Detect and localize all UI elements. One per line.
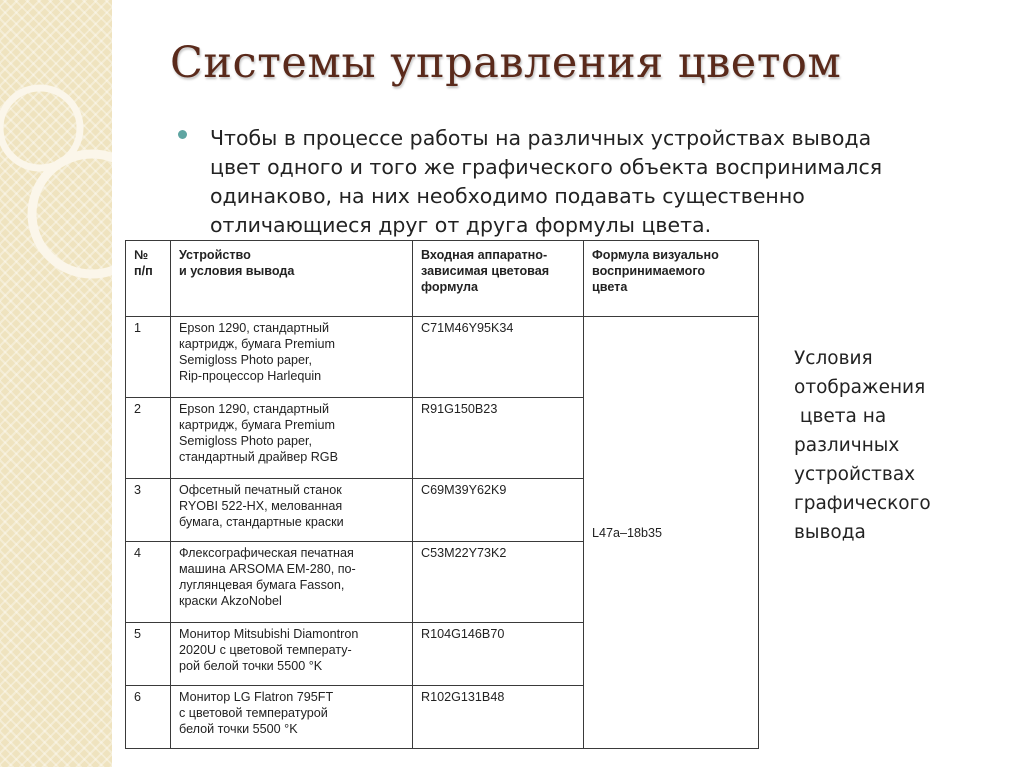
device-line: Монитор LG Flatron 795FT [179, 690, 334, 704]
row-num: 6 [126, 686, 171, 749]
header-visual-line: воспринимаемого [592, 264, 706, 278]
row-num: 2 [126, 398, 171, 479]
side-note-line: вывода [794, 522, 866, 543]
device-line: луглянцевая бумага Fasson, [179, 578, 345, 592]
decorative-circles [0, 0, 112, 767]
device-line: картридж, бумага Premium [179, 418, 336, 432]
device-line: стандартный драйвер RGB [179, 450, 339, 464]
device-line: 2020U с цветовой температу- [179, 643, 352, 657]
row-num: 5 [126, 623, 171, 686]
device-line: Epson 1290, стандартный [179, 321, 329, 335]
row-input-formula: R102G131B48 [413, 686, 584, 749]
side-note-line: Условия [794, 348, 873, 369]
header-input-formula [413, 241, 584, 317]
header-visual-line: цвета [592, 280, 628, 294]
row-input-formula: R91G150B23 [413, 398, 584, 479]
deco-circle-large [32, 154, 112, 274]
bullet-point [178, 124, 978, 240]
header-num [126, 241, 171, 317]
device-line: Флексографическая печатная [179, 546, 354, 560]
color-formula-table [125, 240, 759, 749]
side-note-line: графического [794, 493, 931, 514]
side-note [794, 344, 931, 547]
device-line: рой белой точки 5500 °K [179, 659, 323, 673]
header-input-line: Входная аппаратно- [421, 248, 548, 262]
side-note-line: устройствах [794, 464, 916, 485]
device-line: белой точки 5500 °K [179, 722, 298, 736]
row-device [171, 398, 413, 479]
row-device [171, 317, 413, 398]
row-device [171, 542, 413, 623]
row-device [171, 623, 413, 686]
bullet-text [210, 124, 978, 240]
row-num: 4 [126, 542, 171, 623]
header-visual-formula [584, 241, 759, 317]
header-input-line: зависимая цветовая [421, 264, 550, 278]
device-line: Epson 1290, стандартный [179, 402, 329, 416]
device-line: Semigloss Photo paper, [179, 434, 313, 448]
device-line: краски AkzoNobel [179, 594, 282, 608]
side-note-line: отображения [794, 377, 926, 398]
row-input-formula: C69M39Y62K9 [413, 479, 584, 542]
slide-title: Системы управления цветом [170, 38, 842, 88]
visual-formula-cell: L47a–18b35 [584, 317, 759, 749]
row-num: 1 [126, 317, 171, 398]
bullet-line: одинаково, на них необходимо подавать существенно [210, 184, 805, 208]
header-device [171, 241, 413, 317]
row-num: 3 [126, 479, 171, 542]
side-note-line: цвета на [794, 406, 887, 427]
row-device [171, 479, 413, 542]
bullet-dot-icon [178, 130, 187, 139]
device-line: Офсетный печатный станок [179, 483, 342, 497]
header-device-line: и условия вывода [179, 264, 295, 278]
device-line: Монитор Mitsubishi Diamontron [179, 627, 359, 641]
header-num-line: № [134, 248, 149, 262]
device-line: RYOBI 522-HX, мелованная [179, 499, 343, 513]
header-visual-line: Формула визуально [592, 248, 719, 262]
row-input-formula: R104G146B70 [413, 623, 584, 686]
bullet-line: Чтобы в процессе работы на различных устройствах вывода [210, 126, 872, 150]
table-header-row [126, 241, 759, 317]
device-line: машина ARSOMA EM-280, по- [179, 562, 356, 576]
device-line: Rip-процессор Harlequin [179, 369, 322, 383]
header-input-line: формула [421, 280, 479, 294]
row-device [171, 686, 413, 749]
bullet-line: отличающиеся друг от друга формулы цвета. [210, 213, 712, 237]
device-line: Semigloss Photo paper, [179, 353, 313, 367]
deco-circle-small [0, 88, 80, 168]
bullet-line: цвет одного и того же графического объекта воспринимался [210, 155, 883, 179]
side-note-line: различных [794, 435, 900, 456]
header-device-line: Устройство [179, 248, 251, 262]
table-row [126, 317, 759, 398]
row-input-formula: C53M22Y73K2 [413, 542, 584, 623]
device-line: с цветовой температурой [179, 706, 328, 720]
row-input-formula: C71M46Y95K34 [413, 317, 584, 398]
device-line: картридж, бумага Premium [179, 337, 336, 351]
header-num-line: п/п [134, 264, 153, 278]
device-line: бумага, стандартные краски [179, 515, 344, 529]
